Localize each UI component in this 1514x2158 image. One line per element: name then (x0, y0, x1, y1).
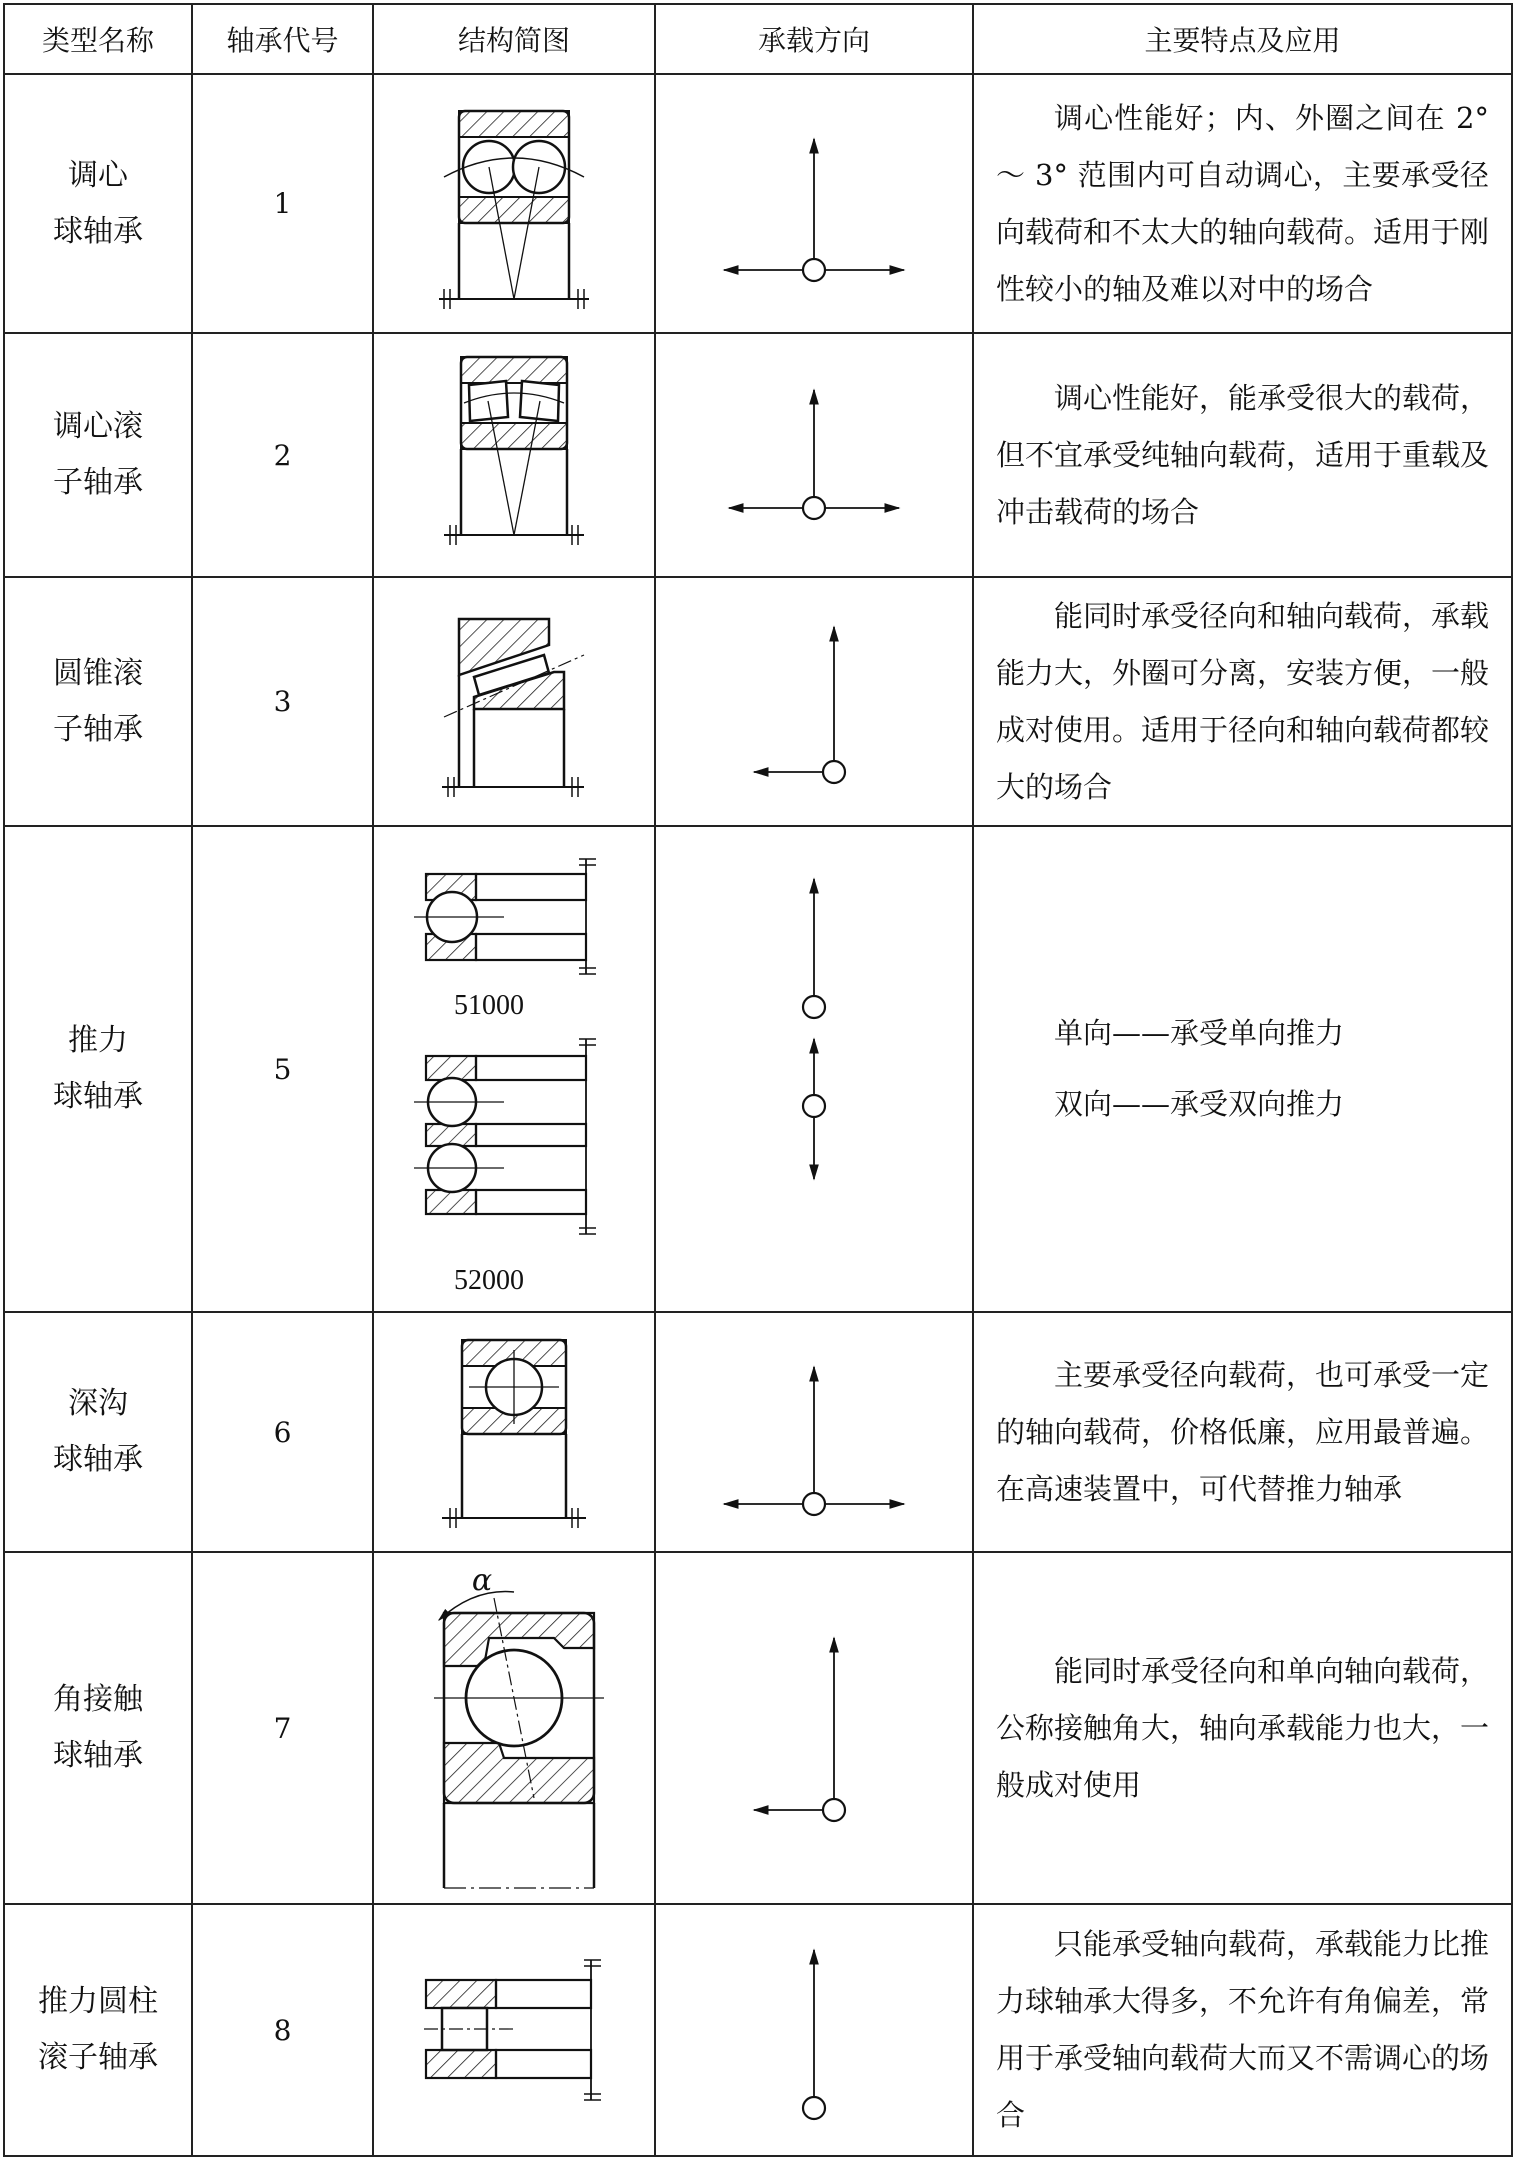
feature-description: 能同时承受径向和单向轴向载荷，公称接触角大，轴向承载能力也大，一般成对使用 (973, 1552, 1512, 1904)
load-direction (655, 74, 973, 333)
feature-description: 调心性能好；内、外圈之间在 2° ～ 3° 范围内可自动调心，主要承受径向载荷和不太大的轴向载荷。适用于刚性较小的轴及难以对中的场合 (973, 74, 1512, 333)
bearing-type-name: 深沟 球轴承 (4, 1312, 192, 1552)
load-direction (655, 1904, 973, 2156)
bearing-code: 6 (192, 1312, 373, 1552)
thrust-cylindrical-roller-bearing-diagram (384, 1920, 644, 2140)
header-bearing-code: 轴承代号 (192, 4, 373, 74)
table-row (4, 1552, 1512, 1904)
feature-description: 只能承受轴向载荷，承载能力比推力球轴承大得多，不允许有角偏差，常用于承受轴向载荷大而又不需调心的场合 (973, 1904, 1512, 2156)
load-direction (655, 1552, 973, 1904)
table-row (4, 826, 1512, 1312)
feature-description: 主要承受径向载荷，也可承受一定的轴向载荷，价格低廉，应用最普遍。在高速装置中，可代替推力轴承 (973, 1312, 1512, 1552)
load-direction (655, 577, 973, 826)
bearing-type-name: 调心滚 子轴承 (4, 333, 192, 577)
tapered-roller-bearing-diagram (424, 597, 604, 807)
bearing-type-name: 推力 球轴承 (4, 826, 192, 1312)
bearing-type-name: 角接触 球轴承 (4, 1552, 192, 1904)
structure-diagram (373, 826, 655, 1312)
load-direction-axial-single-and-double (714, 869, 914, 1269)
bearing-type-name: 圆锥滚 子轴承 (4, 577, 192, 826)
feature-description: 单向——承受单向推力 双向——承受双向推力 (973, 826, 1512, 1312)
feature-description: 能同时承受径向和轴向载荷，承载能力大，外圈可分离，安装方便，一般成对使用。适用于径向和轴向载荷都较大的场合 (973, 577, 1512, 826)
load-direction-radial-and-single-axial (714, 1618, 914, 1838)
bearing-series-label-52000: 52000 (454, 1265, 524, 1296)
contact-angle-symbol: α (471, 1563, 493, 1598)
load-direction-radial-bidirectional-axial (714, 1342, 914, 1522)
load-direction-radial-and-axial (714, 607, 914, 797)
load-direction-radial-bidirectional-axial (714, 114, 914, 294)
deep-groove-ball-bearing-diagram (424, 1322, 604, 1542)
table-row (4, 1312, 1512, 1552)
load-direction (655, 826, 973, 1312)
bearing-code: 5 (192, 826, 373, 1312)
spherical-roller-bearing-diagram (424, 345, 604, 565)
structure-diagram (373, 74, 655, 333)
structure-diagram (373, 333, 655, 577)
bearing-code: 8 (192, 1904, 373, 2156)
table-row (4, 333, 1512, 577)
structure-diagram (373, 577, 655, 826)
header-type-name: 类型名称 (4, 4, 192, 74)
bearing-code: 2 (192, 333, 373, 577)
load-direction-axial-only (714, 1930, 914, 2130)
bearing-type-name: 调心 球轴承 (4, 74, 192, 333)
structure-diagram (373, 1904, 655, 2156)
bearing-code: 7 (192, 1552, 373, 1904)
bearing-code: 3 (192, 577, 373, 826)
table-row (4, 74, 1512, 333)
bearing-code: 1 (192, 74, 373, 333)
header-structure-diagram: 结构简图 (373, 4, 655, 74)
header-features: 主要特点及应用 (973, 4, 1512, 74)
load-direction (655, 333, 973, 577)
self-aligning-ball-bearing-diagram (424, 89, 604, 319)
bearing-type-name: 推力圆柱 滚子轴承 (4, 1904, 192, 2156)
feature-description: 调心性能好，能承受很大的载荷，但不宜承受纯轴向载荷，适用于重载及冲击载荷的场合 (973, 333, 1512, 577)
structure-diagram (373, 1312, 655, 1552)
header-row (4, 4, 1512, 74)
header-load-direction: 承载方向 (655, 4, 973, 74)
angular-contact-ball-bearing-diagram (414, 1558, 614, 1898)
load-direction-radial-bidirectional-axial (714, 380, 914, 530)
load-direction (655, 1312, 973, 1552)
bearing-types-table (3, 3, 1513, 2157)
structure-diagram (373, 1552, 655, 1904)
table-row (4, 1904, 1512, 2156)
bearing-series-label-51000: 51000 (454, 990, 524, 1021)
table-row (4, 577, 1512, 826)
thrust-ball-bearing-diagram (384, 834, 644, 1304)
